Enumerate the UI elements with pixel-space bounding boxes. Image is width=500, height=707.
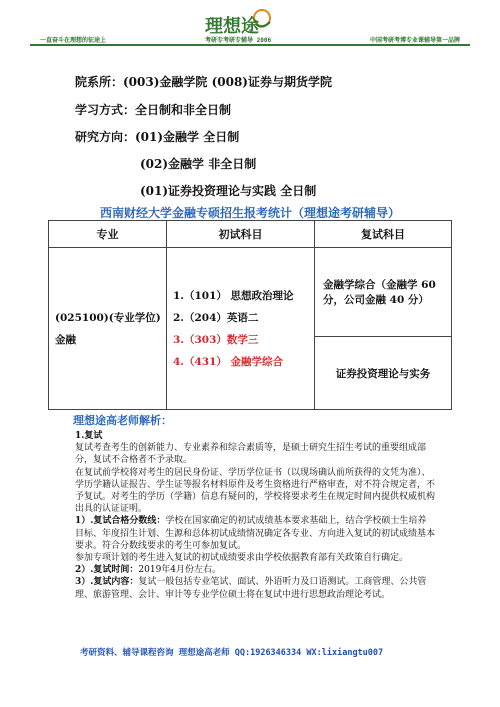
logo-text: 理想途 bbox=[205, 16, 259, 37]
table-row bbox=[49, 248, 452, 337]
section-3-heading: 1）.复试合格分数线： bbox=[75, 516, 166, 527]
direction-line-2: (02)金融学 非全日制 bbox=[140, 157, 257, 171]
section-6-heading: 3）.复试内容： bbox=[75, 577, 139, 588]
section-5-heading: 2）.复试时间： bbox=[75, 565, 139, 576]
initial-subjects-cell bbox=[167, 248, 315, 410]
header-retest: 复试科目 bbox=[315, 221, 452, 248]
department-line: 院系所：(003)金融学院 (008)证券与期货学院 bbox=[75, 75, 332, 89]
direction-line-1: 研究方向：(01)金融学 全日制 bbox=[75, 130, 240, 144]
analysis-body bbox=[75, 430, 435, 601]
header-slogan-left: 一直奋斗在理想的征途上 bbox=[40, 37, 107, 44]
section-6-paragraph: 3）.复试内容：复试一般包括专业笔试、面试、外语听力及口语测试。工商管理、公共管理、旅游管理、会计、审计等专业学位硕士将在复试中进行思想政治理论考试。 bbox=[75, 577, 427, 600]
table-header-row bbox=[49, 221, 452, 248]
retest-cell-2: 证券投资理论与实务 bbox=[315, 337, 452, 410]
section-1-paragraph: 复试考查考生的创新能力、专业素养和综合素质等，是硕士研究生招生考试的重要组成部分，复试不合格者不予录取。 bbox=[75, 443, 427, 466]
direction-line-3: (01)证券投资理论与实践 全日制 bbox=[140, 184, 317, 198]
header-slogan-right: 中国考研考博专业课辅导第一品牌 bbox=[369, 37, 460, 44]
initial-subject-2: 2.（204）英语二 bbox=[173, 311, 259, 324]
initial-subject-4: 4.（431） 金融学综合 bbox=[173, 355, 284, 368]
study-mode-line: 学习方式：全日制和非全日制 bbox=[75, 103, 232, 117]
section-3-paragraph: 1）.复试合格分数线：学校在国家确定的初试成绩基本要求基础上，结合学校硕士生培养目标、年度招生计划、生源和总体初试成绩情况确定各专业、方向进入复试的初试成绩基本要求。符合分数线要求的考生可参加复试。 bbox=[75, 516, 436, 551]
retest-cell-1: 金融学综合（金融学 60 分，公司金融 40 分） bbox=[315, 248, 452, 337]
section-5-paragraph: 2）.复试时间：2019年4月份左右。 bbox=[75, 565, 222, 576]
subjects-table bbox=[48, 220, 452, 410]
section-4-paragraph: 参加专项计划的考生进入复试的初试成绩要求由学校依据教育部有关政策自行确定。 bbox=[75, 553, 409, 564]
major-cell: (025100)(专业学位)金融 bbox=[49, 248, 167, 410]
section-2-paragraph: 在复试前学校将对考生的居民身份证、学历学位证书（以现场确认前所获得的文凭为准）、学历学籍认证报告、学生证等报名材料原件及考生资格进行严格审查，对不符合规定者，不予复试。对考生的学历（学籍）信息有疑问的，学校将要求考生在规定时间内提供权威机构出具的认证证明。 bbox=[75, 467, 436, 515]
footer-contact: 考研资料、辅导课程咨询 理想途高老师 QQ:1926346334 WX:lixiangtu007 bbox=[80, 648, 384, 658]
initial-subject-1: 1.（101） 思想政治理论 bbox=[173, 289, 294, 302]
analysis-heading: 理想途高老师解析： bbox=[73, 414, 172, 427]
header-initial: 初试科目 bbox=[167, 221, 315, 248]
header-rule bbox=[30, 44, 470, 46]
header-slogan-mid: 考研专考研专辅导 2006 bbox=[205, 37, 272, 44]
table-title: 西南财经大学金融专硕招生报考统计（理想途考研辅导） bbox=[99, 206, 400, 220]
header-major: 专业 bbox=[49, 221, 167, 248]
initial-subject-3: 3.（303）数学三 bbox=[173, 333, 259, 346]
section-1-heading: 1.复试 bbox=[75, 431, 103, 441]
